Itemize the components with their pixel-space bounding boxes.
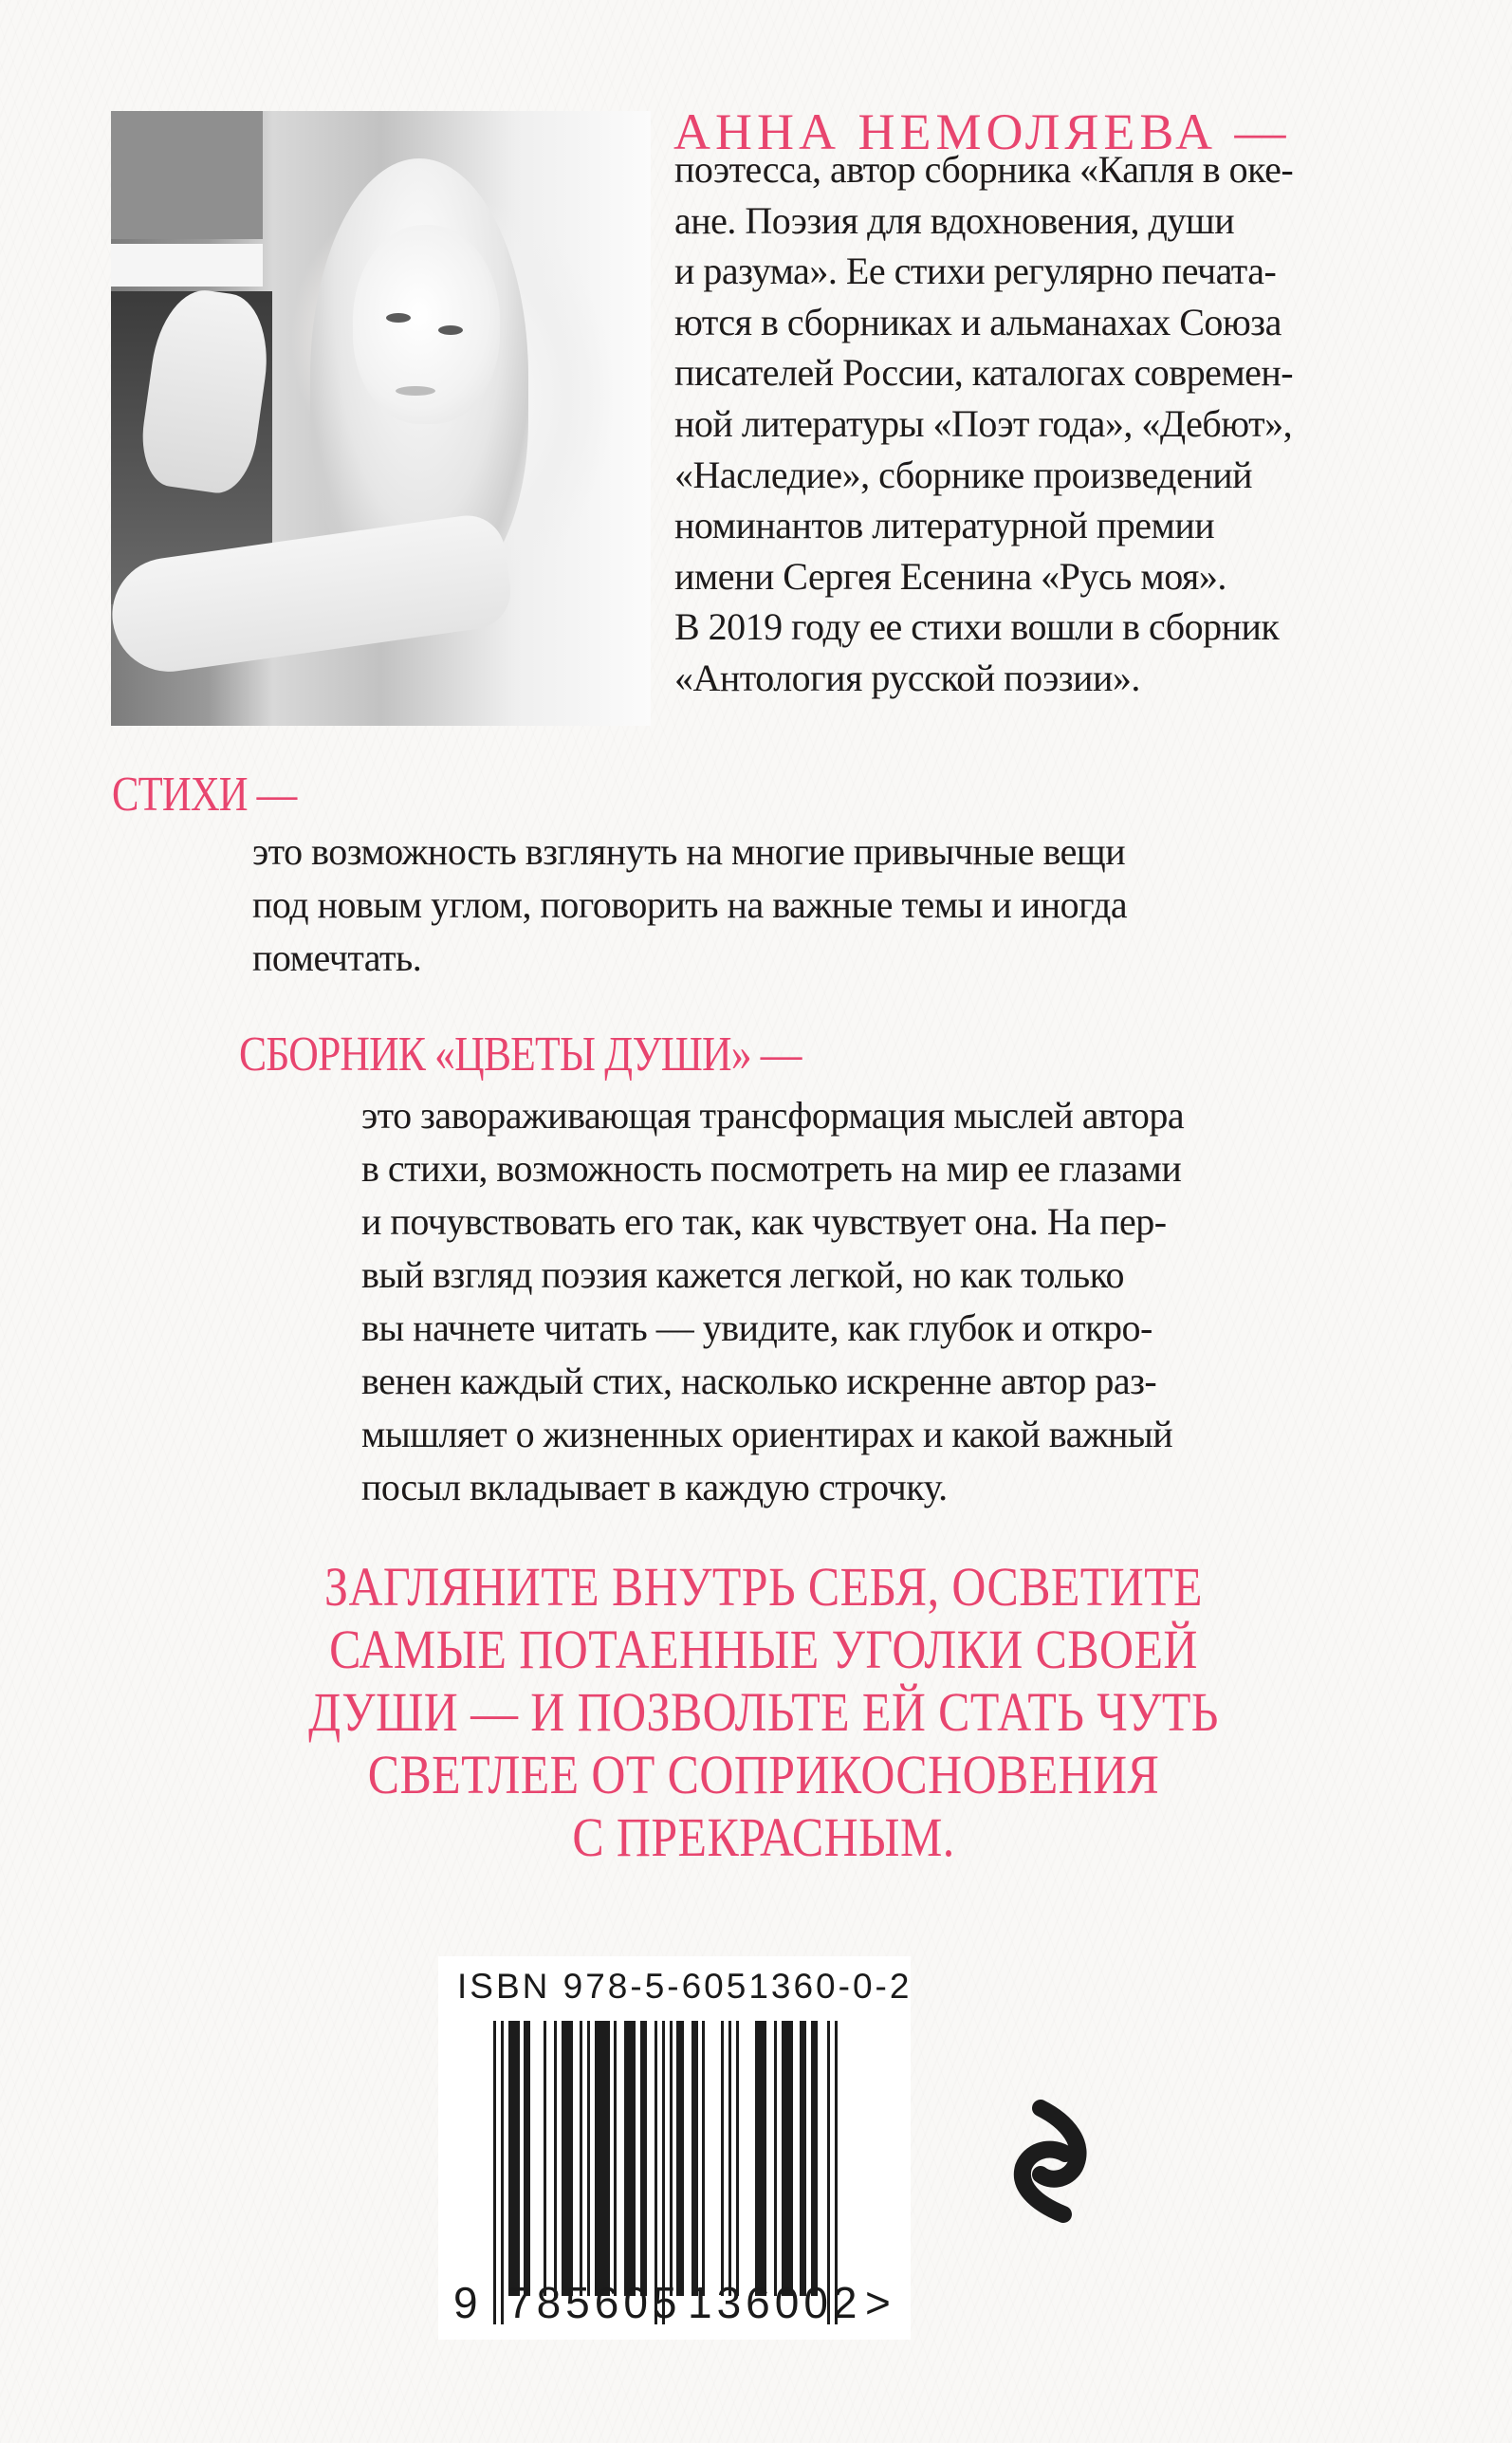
collection-line: это завораживающая трансформация мыслей автора xyxy=(361,1094,1185,1137)
callout-line: ДУШИ — И ПОЗВОЛЬТЕ ЕЙ СТАТЬ ЧУТЬ xyxy=(308,1681,1219,1743)
bio-line: имени Сергея Есенина «Русь моя». xyxy=(674,554,1226,598)
collection-heading: СБОРНИК «ЦВЕТЫ ДУШИ» — xyxy=(239,1027,802,1082)
collection-description xyxy=(361,1089,1184,1514)
callout-line: СВЕТЛЕЕ ОТ СОПРИКОСНОВЕНИЯ xyxy=(367,1744,1160,1805)
author-name-heading: АННА НЕМОЛЯЕВА — xyxy=(673,103,1291,160)
callout-line: ЗАГЛЯНИТЕ ВНУТРЬ СЕБЯ, ОСВЕТИТЕ xyxy=(324,1556,1203,1618)
collection-line: вый взгляд поэзия кажется легкой, но как только xyxy=(361,1253,1125,1296)
photo-window-bg xyxy=(111,111,263,239)
bio-line: ются в сборниках и альманахах Союза xyxy=(674,300,1282,343)
barcode-left-digits: 785605 xyxy=(507,2278,682,2327)
bio-line: поэтесса, автор сборника «Капля в оке- xyxy=(674,148,1294,191)
bio-line: ной литературы «Поэт года», «Дебют», xyxy=(674,401,1293,445)
barcode-right-digits: 136002 xyxy=(688,2278,862,2327)
poems-description xyxy=(252,825,1127,985)
poems-line: это возможность взглянуть на многие привычные вещи xyxy=(252,830,1126,873)
bio-line: «Наследие», сборнике произведений xyxy=(674,453,1253,496)
eksmo-swirl-icon xyxy=(1001,2087,1096,2230)
photo-window-frame xyxy=(111,244,263,287)
callout-line: С ПРЕКРАСНЫМ. xyxy=(572,1806,955,1868)
collection-line: и почувствовать его так, как чувствует она. На пер- xyxy=(361,1200,1167,1243)
isbn-label: ISBN 978-5-6051360-0-2 xyxy=(457,1967,913,2006)
photo-lips xyxy=(396,386,435,396)
barcode-bars-icon xyxy=(493,2021,863,2296)
collection-line: венен каждый стих, насколько искренне автор раз- xyxy=(361,1360,1157,1402)
collection-line: посыл вкладывает в каждую строчку. xyxy=(361,1466,948,1508)
photo-eye xyxy=(386,313,411,323)
photo-eye xyxy=(438,325,463,335)
barcode-quiet-zone-arrow: > xyxy=(865,2278,891,2327)
callout-quote xyxy=(254,1556,1274,1869)
bio-line: «Антология русской поэзии». xyxy=(674,656,1140,699)
author-bio xyxy=(674,144,1414,704)
callout-line: САМЫЕ ПОТАЕННЫЕ УГОЛКИ СВОЕЙ xyxy=(329,1619,1198,1680)
bio-line: номинантов литературной премии xyxy=(674,504,1215,547)
bio-line: В 2019 году ее стихи вошли в сборник xyxy=(674,605,1280,649)
barcode-first-digit: 9 xyxy=(453,2278,478,2327)
poems-heading: СТИХИ — xyxy=(112,768,297,822)
collection-line: мышляет о жизненных ориентирах и какой важный xyxy=(361,1413,1173,1455)
collection-line: вы начнете читать — увидите, как глубок и откро- xyxy=(361,1306,1152,1349)
poems-line: помечтать. xyxy=(252,936,422,979)
collection-line: в стихи, возможность посмотреть на мир ее глазами xyxy=(361,1147,1182,1190)
bio-line: писателей России, каталогах современ- xyxy=(674,351,1294,395)
poems-line: под новым углом, поговорить на важные темы и иногда xyxy=(252,883,1128,926)
author-photo xyxy=(111,111,651,726)
bio-line: ане. Поэзия для вдохновения, души xyxy=(674,198,1235,242)
bio-line: и разума». Ее стихи регулярно печата- xyxy=(674,250,1277,293)
